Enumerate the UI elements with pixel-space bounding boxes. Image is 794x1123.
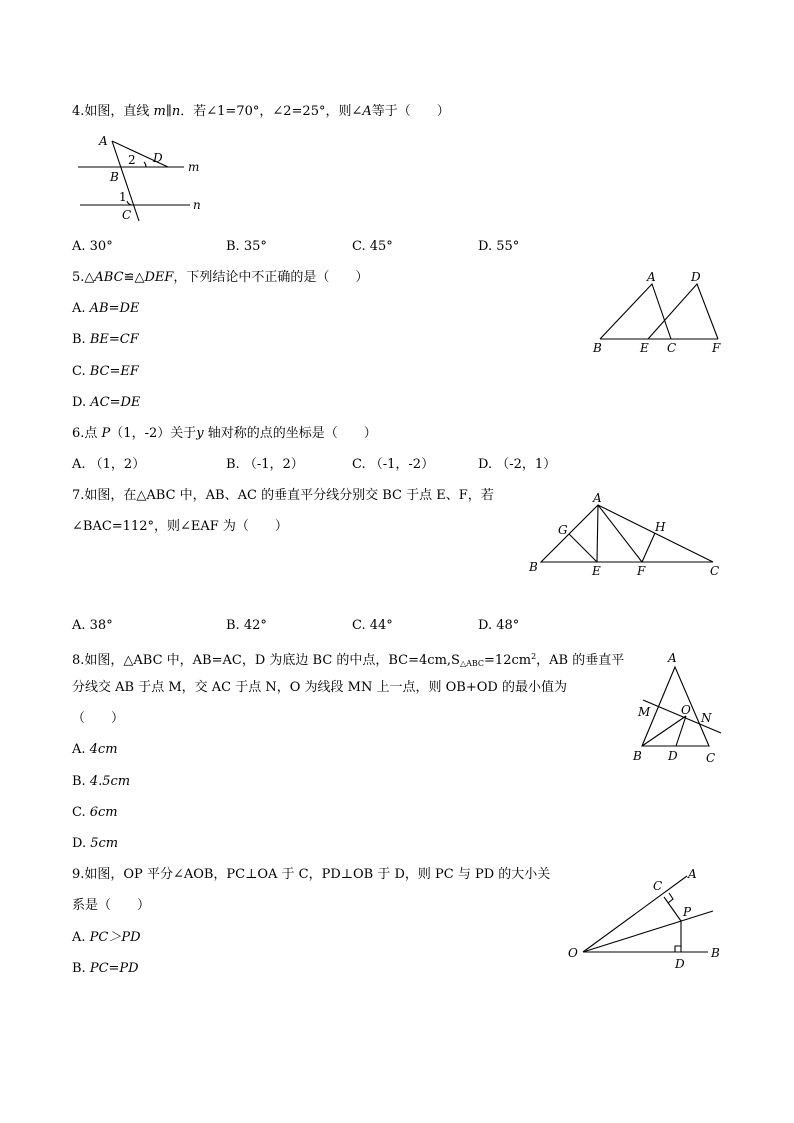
q9-option-b: B. PC=PD [72,961,139,976]
q8-option-c: C. 6cm [72,805,118,820]
q5-label-A: A [647,270,656,284]
q4-label-D: D [153,151,163,165]
q9-stem-line1: 9.如图，OP 平分∠AOB，PC⊥OA 于 C，PD⊥OB 于 D，则 PC 与 PD 的大小关 [72,867,551,882]
q5-option-c: C. BC=EF [72,364,139,379]
q9-stem-line2: 系是（ ） [72,898,151,913]
q7-stem-line2: ∠BAC=112°，则∠EAF 为（ ） [72,519,288,534]
q8-option-a: A. 4cm [72,742,118,757]
q5-label-F: F [712,341,721,355]
q9-label-C: C [653,879,663,893]
q8-option-d: D. 5cm [72,836,119,851]
q7-option-a: A. 38° [72,618,113,633]
q9-right-angle-D [675,946,681,952]
q4-option-d: D. 55° [478,239,520,254]
q8-option-b: B. 4.5cm [72,774,131,789]
q4-label-A: A [99,134,108,148]
q9-label-B: B [711,946,720,960]
q4-label-C: C [122,208,132,222]
q8-label-A: A [668,651,677,665]
q9-label-A: A [688,867,697,881]
q7-option-c: C. 44° [352,618,393,633]
q7-option-b: B. 42° [226,618,267,633]
q7-label-H: H [655,520,666,534]
q8-label-C: C [706,751,716,765]
q9-right-angle-C [668,893,673,903]
q5-stem: 5.△ABC≌△DEF，下列结论中不正确的是（ ） [72,270,369,285]
q4-label-B: B [110,170,119,184]
q8-label-M: M [638,705,651,719]
q7-label-E: E [592,564,601,578]
q4-option-c: C. 45° [352,239,393,254]
q8-stem-line2: 分线交 AB 于点 M，交 AC 于点 N，O 为线段 MN 上一点，则 OB+OD 的最小值为 [72,680,567,695]
q9-label-O: O [568,946,578,960]
q8-label-O: O [681,703,691,717]
q8-label-B: B [633,749,642,763]
q6-option-a: A. （1，2） [72,457,146,472]
q7-label-B: B [529,560,538,574]
q6-option-c: C. （-1，-2） [352,457,435,472]
q8-label-N: N [701,711,712,725]
q7-label-G: G [558,523,568,537]
q6-option-b: B. （-1，2） [226,457,304,472]
q5-label-D: D [691,270,701,284]
q9-segment-PC [664,897,681,921]
q9-ray-OP [583,911,713,952]
q8-label-D: D [668,749,678,763]
q4-option-a: A. 30° [72,239,113,254]
q8-stem-line1: 8.如图，△ABC 中，AB=AC，D 为底边 BC 的中点，$BC=4cm,S_{\triangle ABC}=12cm^2$，AB 的垂直平 [72,652,625,668]
q9-label-P: P [683,905,692,919]
q7-label-F: F [637,564,646,578]
q4-label-n: n [193,198,201,212]
q5-option-a: A. AB=DE [72,301,140,316]
q8-stem-line3: （ ） [72,711,125,726]
q7-label-C: C [710,564,720,578]
q4-label-m: m [188,160,200,174]
q5-label-B: B [593,341,602,355]
q4-label-1: 1 [119,190,127,204]
q5-option-d: D. AC=DE [72,395,141,410]
q6-option-d: D. （-2，1） [478,457,557,472]
q5-label-C: C [667,341,677,355]
q9-label-D: D [675,957,685,971]
q7-label-A: A [593,491,602,505]
q6-stem: 6.点 P（1，-2）关于y 轴对称的点的坐标是（ ） [72,426,377,441]
q4-label-2: 2 [128,153,136,167]
q5-label-E: E [640,341,649,355]
q4-option-b: B. 35° [226,239,267,254]
q4-stem: 4.如图，直线 m∥n．若∠1=70°，∠2=25°，则∠A等于（ ） [72,104,450,119]
q9-ray-OA [583,876,687,952]
q7-option-d: D. 48° [478,618,520,633]
q5-option-b: B. BE=CF [72,332,139,347]
q9-option-a: A. PC＞PD [72,930,141,945]
q7-stem-line1: 7.如图，在△ABC 中，AB、AC 的垂直平分线分别交 BC 于点 E、F，若 [72,488,494,503]
